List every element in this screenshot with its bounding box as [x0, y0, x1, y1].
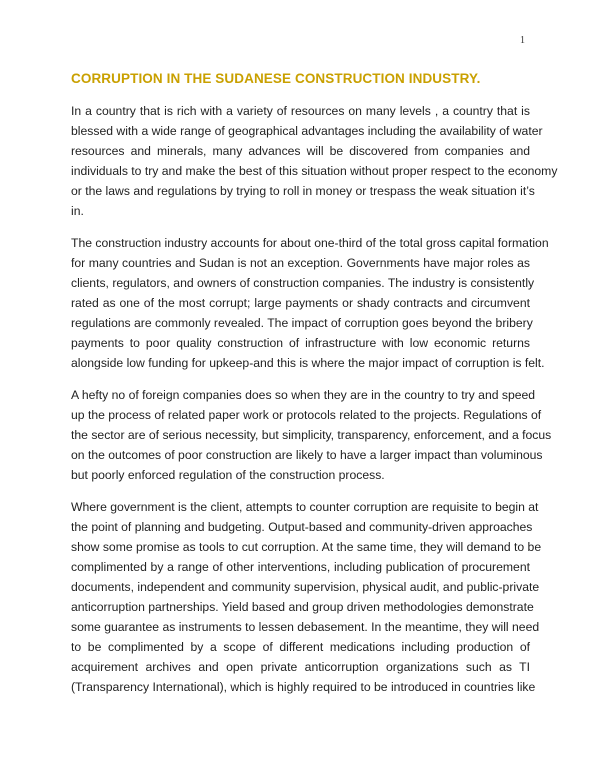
text-line: for many countries and Sudan is not an exception. Governments have major roles as: [71, 256, 530, 270]
text-line: but poorly enforced regulation of the construction process.: [71, 468, 385, 482]
paragraph: [71, 385, 552, 485]
text-line: Where government is the client, attempts to counter corruption are requisite to begin at: [71, 500, 539, 514]
document-body: [71, 101, 558, 709]
text-line: the point of planning and budgeting. Output-based and community-driven approaches: [71, 520, 533, 534]
text-line: on the outcomes of poor construction are likely to have a larger impact than voluminous: [71, 448, 543, 462]
text-line: documents, independent and community supervision, physical audit, and public-private: [71, 580, 540, 594]
text-line: regulations are commonly revealed. The impact of corruption goes beyond the bribery: [71, 316, 533, 330]
text-line: rated as one of the most corrupt; large payments or shady contracts and circumvent: [71, 296, 530, 310]
text-line: some guarantee as instruments to lessen debasement. In the meantime, they will need: [71, 620, 540, 634]
text-line: A hefty no of foreign companies does so when they are in the country to try and speed: [71, 388, 536, 402]
text-line: in.: [71, 204, 84, 218]
text-line: complimented by a range of other interventions, including publication of procurement: [71, 560, 530, 574]
paragraph: [71, 101, 558, 221]
text-line: blessed with a wide range of geographical advantages including the availability of water: [71, 124, 543, 138]
text-line: individuals to try and make the best of this situation without proper respect to the economy: [71, 164, 558, 178]
paragraph: [71, 233, 549, 373]
text-line: The construction industry accounts for about one-third of the total gross capital formation: [71, 236, 549, 250]
text-line: alongside low funding for upkeep-and this is where the major impact of corruption is felt.: [71, 356, 545, 370]
text-line: (Transparency International), which is highly required to be introduced in countries like: [71, 680, 536, 694]
text-line: clients, regulators, and owners of construction companies. The industry is consistently: [71, 276, 535, 290]
text-line: In a country that is rich with a variety of resources on many levels , a country that is: [71, 104, 530, 118]
text-line: anticorruption partnerships. Yield based and group driven methodologies demonstrate: [71, 600, 534, 614]
paragraph: [71, 497, 542, 697]
page-number: 1: [520, 35, 525, 46]
text-line: up the process of related paper work or protocols related to the projects. Regulations of: [71, 408, 542, 422]
text-line: acquirement archives and open private anticorruption organizations such as TI: [71, 660, 530, 674]
text-line: show some promise as tools to cut corruption. At the same time, they will demand to be: [71, 540, 542, 554]
document-title: CORRUPTION IN THE SUDANESE CONSTRUCTION INDUSTRY.: [71, 71, 481, 86]
text-line: or the laws and regulations by trying to roll in money or trespass the weak situation it’s: [71, 184, 535, 198]
text-line: to be complimented by a scope of different medications including production of: [71, 640, 530, 654]
text-line: the sector are of serious necessity, but simplicity, transparency, enforcement, and a focus: [71, 428, 552, 442]
text-line: resources and minerals, many advances will be discovered from companies and: [71, 144, 530, 158]
text-line: payments to poor quality construction of infrastructure with low economic returns: [71, 336, 530, 350]
